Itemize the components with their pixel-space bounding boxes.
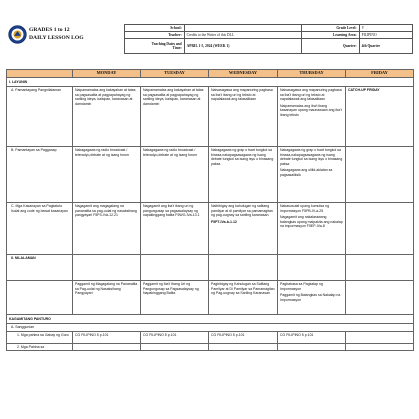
cell-c-tuesday: Nagagamit ang iba't ibang uri ng pangungusap sa pagsasalaysay ng napakinggang balita F5WG-IVa-13.1 (141, 203, 209, 255)
cell-b-tuesday: Nakagagawa ng radio broadcast / teleradyo,debate at ng isang forum (141, 147, 209, 203)
cell-c-wednesday-code: F5PT-IVa-b-1.12 (211, 219, 237, 224)
cell-gabay-tuesday: CG FILIPINO 5 p.101 (141, 331, 209, 343)
quarter-label: Quarter: (302, 39, 359, 54)
row-sanggunian (7, 324, 414, 332)
cell-pahina-thursday (278, 343, 346, 351)
section-layunin (7, 78, 414, 87)
cell-b-wednesday: Nakagagawa ng grap o tsart tungkol sa binasa,nakapagsasagawa ng isang debate tungkol sa isang isyu o binasang paksa (209, 147, 278, 203)
cell-n-monday (73, 255, 141, 281)
teacher-value: Credits to the Writer of this DLL (184, 32, 301, 39)
row-gabay-label: 1. Mga pahina sa Gabay ng Guro (7, 331, 73, 343)
cell-n2-tuesday: Paggamit ng Iba't Ibang Uri ng Pangungusap sa Pagsasalaysay ng Napakinggang Balita (141, 281, 209, 315)
cell-n-friday (346, 255, 414, 281)
day-header-row (7, 70, 414, 78)
cell-a-friday: CATCH-UP FRIDAY (346, 87, 414, 147)
cell-b-thursday-2: Nakagagawa ang ulilid-aklatan sa pagsasaliksik (280, 168, 333, 177)
cell-gabay-wednesday: CG FILIPINO 5 p.101 (209, 331, 278, 343)
row-pamantayang-pangnilalaman (7, 87, 414, 147)
learning-area-value: FILIPINO (359, 32, 412, 39)
dates-label-line-1: Teaching Dates and (151, 42, 182, 46)
cell-a-thursday-2: Naipamamalas ang iba't ibang kasanayan upang maunawaan ang iba't ibang teksto (280, 103, 342, 117)
cell-a-tuesday: Naipamamalas ang kakayahan at tatas sa pagsasalita at pagpapahayag ng sariling ideya, kaisipan, karanasan at damdamin (141, 87, 209, 147)
dates-label-line-2: Time: (172, 46, 182, 50)
cell-n2-thursday (278, 281, 346, 315)
day-tuesday: TUESDAY (141, 70, 209, 78)
daily-lesson-log (6, 24, 413, 349)
cell-c-thursday-1: Nakasusulat upang kumutsa ng impormasyon F5PB-IV-a-25 (280, 204, 330, 213)
cell-pahina-friday (346, 343, 414, 351)
row-nilalaman-content (7, 281, 414, 315)
cell-a-wednesday: Naisasagawa ang mapanuring pagbasa sa iba't ibang uri ng teksto at napalalawak ang talasalitaan (209, 87, 278, 147)
learning-area-label: Learning Area: (302, 32, 359, 39)
deped-seal-icon (8, 25, 27, 44)
cell-gabay-thursday: CG FILIPINO 5 p.101 (278, 331, 346, 343)
cell-pahina-wednesday (209, 343, 278, 351)
document-title (29, 26, 121, 42)
cell-c-wednesday (209, 203, 278, 255)
cell-b-thursday (278, 147, 346, 203)
day-header-blank (7, 70, 73, 78)
section-nilalaman-label: II. NILALAMAN (7, 255, 73, 281)
teacher-label: Teacher: (125, 32, 185, 39)
lesson-log-table (6, 69, 414, 351)
cell-b-thursday-1: Nakagagawa ng grap o tsart tungkol sa binasa,nakapagsasagawa ng isang debate tungkol sa isang isyu o binasang paksa (280, 148, 343, 166)
cell-a-monday: Naipamamalas ang kakayahan at tatas sa pagsasalita at pagpapahayag ng sariling ideya, kaisipan, karanasan at damdamin (73, 87, 141, 147)
document-header (6, 24, 413, 65)
cell-b-monday: Nakagagawa ng radio broadcast / teleradyo,debate at ng isang forum (73, 147, 141, 203)
row-gabay-ng-guro (7, 331, 414, 343)
cell-a-thursday-1: Naisasagawa ang mapanuring pagbasa sa iba't ibang uri ng teksto at napalalawak ang talasalitaan (280, 88, 342, 102)
title-line-2: DAILY LESSON LOG (29, 35, 84, 41)
cell-n-wednesday (209, 255, 278, 281)
cell-n2-friday (346, 281, 414, 315)
row-pamantayan-sa-pagganap (7, 147, 414, 203)
header-info-table (124, 24, 413, 54)
row-c-label: C. Mga Kasanayan sa Pagkatuto Isulat ang code ng bawat kasanayan (7, 203, 73, 255)
row-mga-kasanayan (7, 203, 414, 255)
cell-c-friday (346, 203, 414, 255)
quarter-value: 4th Quarter (359, 39, 412, 54)
day-thursday: THURSDAY (278, 70, 346, 78)
title-line-1: GRADES 1 to 12 (29, 27, 70, 33)
cell-c-monday: Nagagamit ang magagalang na pananalita sa pag-uulat ng nasaksihang pangyayari F5PS-IVa-12.21 (73, 203, 141, 255)
grade-value: V (359, 25, 412, 32)
cell-c-thursday-2: Nagagamit ang nakalarawang balangkas upang maipakita ang nakalap na impormasyon F5EP-IVa-8 (280, 215, 343, 229)
row-nilalaman (7, 255, 414, 281)
grade-label: Grade Level: (302, 25, 359, 32)
section-kagamitang-panturo (7, 315, 414, 324)
cell-c-wednesday-text: Naibibigay ang kahulugan ng salitang pamilyar at di pamilyar sa pamamagitan ng pag-uugnay sa sariling karanasan. (211, 204, 273, 218)
section-kagamitang-label: KAGAMITANG PANTURO (7, 315, 414, 324)
dates-label (125, 39, 185, 54)
dates-value: APRIL 1-5, 2024 (WEEK 1) (184, 39, 301, 54)
row-mga-pahina (7, 343, 414, 351)
cell-pahina-monday (73, 343, 141, 351)
day-wednesday: WEDNESDAY (209, 70, 278, 78)
cell-gabay-friday (346, 331, 414, 343)
cell-gabay-monday: CG FILIPINO 5 p.101 (73, 331, 141, 343)
row-pahina-label: 2. Mga Pahina sa (7, 343, 73, 351)
cell-n2-thursday-2: Paggamit ng Balangkas sa Nakalap na Impormasyon (280, 293, 341, 302)
cell-a-thursday (278, 87, 346, 147)
school-label: School: (125, 25, 185, 32)
cell-b-friday (346, 147, 414, 203)
day-monday: MONDAY (73, 70, 141, 78)
cell-c-thursday (278, 203, 346, 255)
row-b-label: B. Pamantayan sa Pagganap (7, 147, 73, 203)
cell-n-label-blank (7, 281, 73, 315)
cell-pahina-tuesday (141, 343, 209, 351)
cell-n2-thursday-1: Pagbabasa sa Pagkalap ng Impormasyon (280, 282, 323, 291)
cell-n2-wednesday: Pagbibigay ng Kahulugan sa Salitang Pamilyar at Di Pamilyar sa Pamamagitan ng Pag-uugnay sa Sariling Karanasan (209, 281, 278, 315)
row-sanggunian-label: A. Sanggunian (7, 324, 414, 332)
day-friday: FRIDAY (346, 70, 414, 78)
cell-n-tuesday (141, 255, 209, 281)
row-a-label: A. Pamantayang Pangnilalaman (7, 87, 73, 147)
section-layunin-label: I. LAYUNIN (7, 78, 414, 87)
school-value (184, 25, 301, 32)
cell-n-thursday (278, 255, 346, 281)
cell-n2-monday: Paggamit ng Magagalang na Pananalita sa Pag-uulat ng Nasaksihang Pangyayari (73, 281, 141, 315)
